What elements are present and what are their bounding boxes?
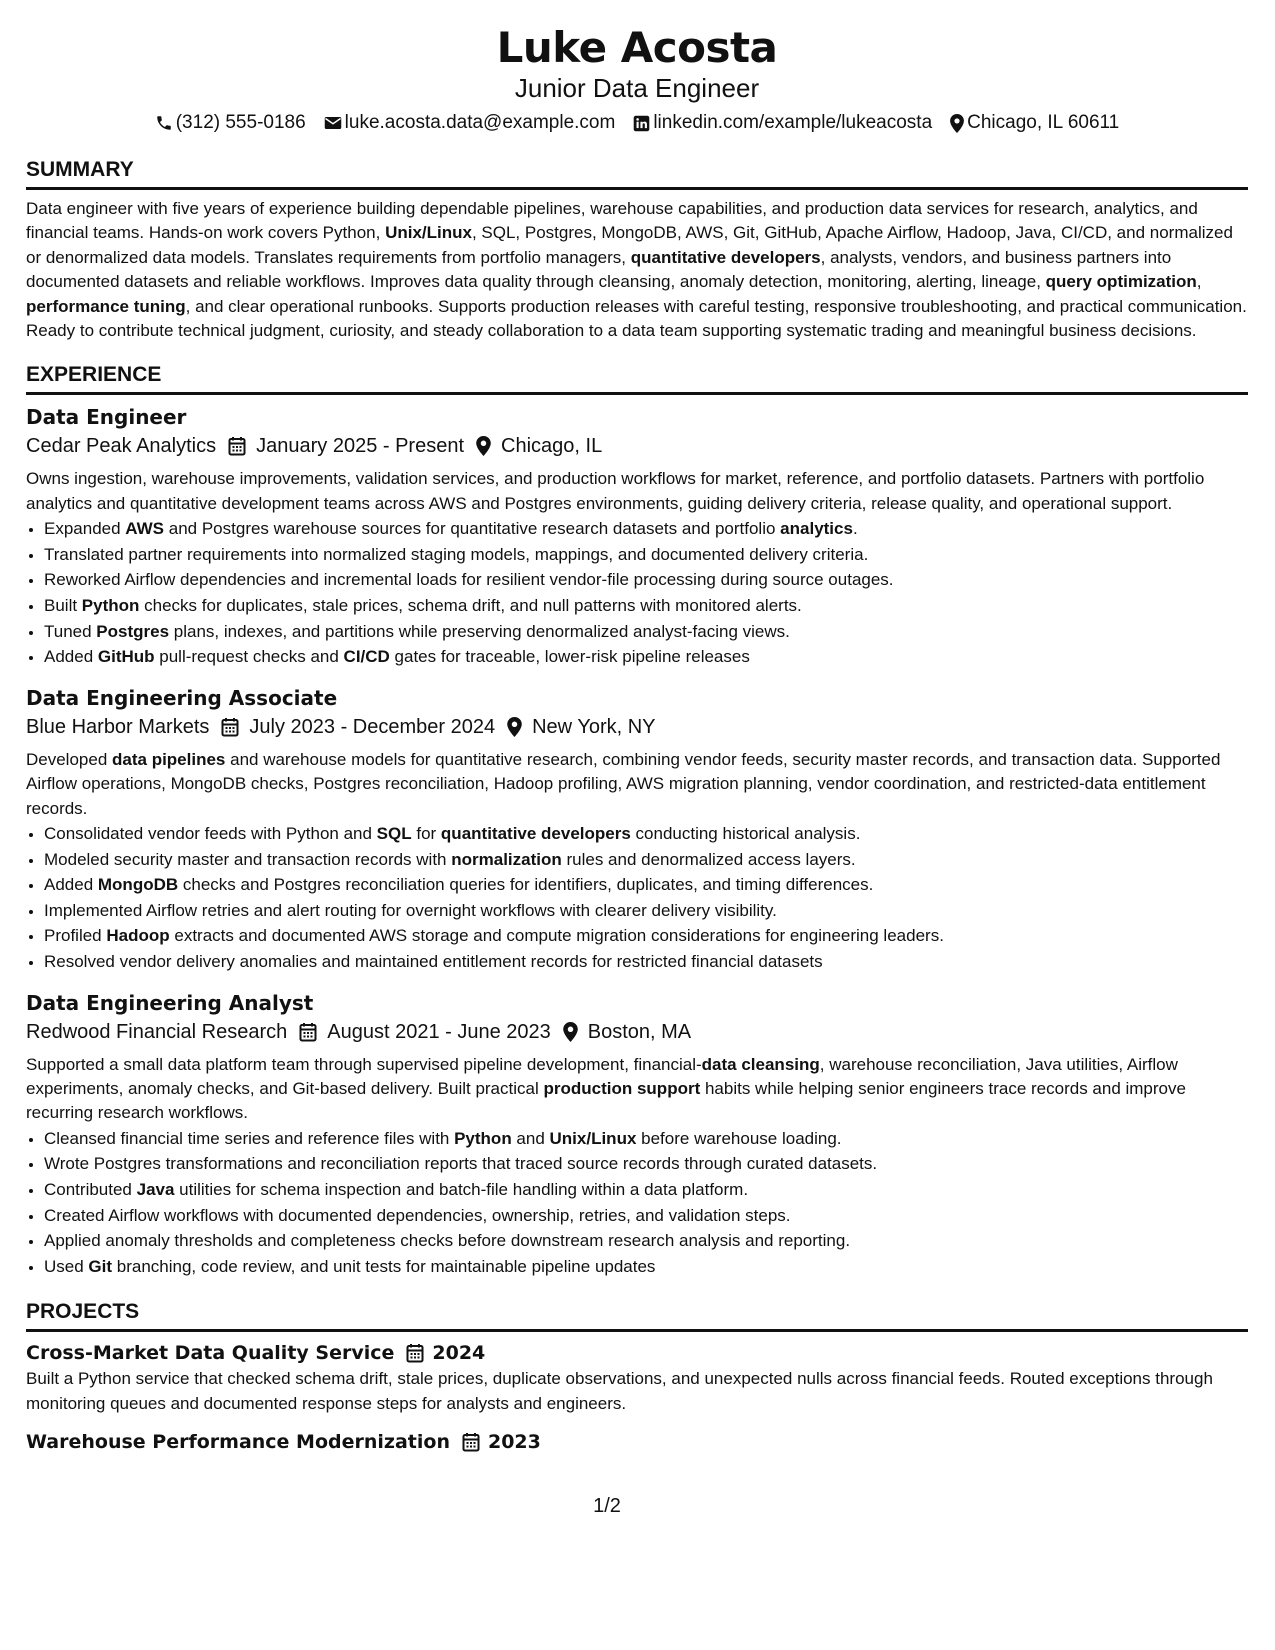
bold-keyword: production support [543,1079,701,1098]
bullet-item [44,923,1248,949]
bullet-item [44,542,1248,568]
text-run: Built [44,596,82,616]
bold-keyword: performance tuning [26,296,186,316]
text-run: Tuned [44,621,97,641]
text-run: Supported a small data platform team through supervised pipeline development, financial- [26,1054,702,1074]
job-meta [26,1017,1248,1047]
text-run: pull-request checks and [154,647,344,667]
text-run: Wrote Postgres transformations and reconciliation reports that traced source records through curated datasets. [44,1154,878,1174]
text-run: plans, indexes, and partitions while preserving denormalized analyst-facing views. [169,621,790,641]
text-run: Consolidated vendor feeds with Python and [44,824,377,844]
map-pin-icon [563,1022,578,1042]
text-run: Contributed [44,1180,137,1199]
job-description [26,748,1248,821]
bullet-item [44,1126,1248,1152]
map-pin-icon [950,114,964,133]
bold-keyword: data cleansing [701,1054,820,1074]
bold-keyword: Python [454,1128,512,1148]
bold-keyword: Unix/Linux [549,1128,637,1148]
text-run: Expanded [44,519,126,539]
company-name: Cedar Peak Analytics [26,435,217,458]
bullet-item [44,847,1248,873]
calendar-icon [228,436,246,456]
bold-keyword: Unix/Linux [385,223,472,243]
text-run: Used [44,1256,89,1276]
linkedin-icon [633,115,650,132]
text-run: conducting historical analysis. [630,824,861,844]
text-run: and [511,1128,550,1148]
job-entry [26,989,1248,1280]
bold-keyword: Python [81,596,140,616]
text-run: and warehouse models for quantitative research, combining vendor feeds, security master records, and transaction data. Supported Airflow operations, MongoDB checks, Postgres reconciliation, Hadoop profiling, AWS migration planning, vendor coordination, and restricted-data entitlement records. [26,749,1221,818]
bold-keyword: normalization [451,849,562,869]
bullet-item [44,593,1248,619]
text-run: , and clear operational runbooks. Supports production releases with careful testing, responsive troubleshooting, and practical communication. Ready to contribute technical judgment, curiosity, and steady collaboration to a data team supporting systematic trading and meaningful business decisions. [26,296,1247,341]
text-run: Developed [26,749,113,769]
map-pin-icon [476,436,491,456]
resume-header [26,22,1248,135]
bullet-item [44,1228,1248,1254]
bold-keyword: CI/CD [343,647,390,667]
text-run: Created Airflow workflows with documented dependencies, ownership, retries, and validation steps. [44,1205,791,1225]
email-text: luke.acosta.data@example.com [344,112,616,133]
bold-keyword: Git [88,1256,113,1276]
phone-text: (312) 555-0186 [175,112,306,133]
text-run: Profiled [44,926,107,946]
bold-keyword: Postgres [96,621,170,641]
candidate-name: Luke Acosta [496,23,778,72]
project-year: 2024 [432,1342,486,1365]
text-run: Cleansed financial time series and reference files with [44,1128,455,1148]
text-run: rules and denormalized access layers. [561,849,856,869]
job-title: Data Engineer [26,405,187,430]
bullet-item [44,898,1248,924]
candidate-title: Junior Data Engineer [514,73,760,103]
job-entry [26,403,1248,669]
text-run: Added [44,875,98,895]
text-run: Implemented Airflow retries and alert routing for overnight workflows with clearer delivery visibility. [44,900,777,920]
company-name: Blue Harbor Markets [26,715,210,738]
resume-page [26,22,1248,1456]
text-run: and Postgres warehouse sources for quantitative research datasets and portfolio [164,519,781,539]
calendar-icon [221,717,239,737]
project-entry [26,1428,1248,1456]
linkedin-text: linkedin.com/example/lukeacosta [653,112,933,133]
calendar-icon [462,1432,480,1452]
section-heading: PROJECTS [26,1299,1248,1332]
text-run: checks and Postgres reconciliation queries for identifiers, duplicates, and timing differences. [178,875,874,895]
job-bullets [26,516,1248,670]
job-title: Data Engineering Associate [26,685,338,710]
location-text: Chicago, IL 60611 [967,112,1120,133]
bullet-item [44,567,1248,593]
text-run: Modeled security master and transaction records with [44,849,452,869]
calendar-icon [299,1022,317,1042]
text-run: Resolved vendor delivery anomalies and maintained entitlement records for restricted financial datasets [44,952,823,971]
text-run: Translated partner requirements into normalized staging models, mappings, and documented delivery criteria. [44,544,869,564]
bullet-item [44,872,1248,898]
bold-keyword: Hadoop [106,926,170,946]
bullet-item [44,949,1248,975]
text-run: for [411,824,441,844]
contact-phone[interactable] [155,111,306,135]
text-run: Applied anomaly thresholds and completeness checks before downstream research analysis and reporting. [44,1231,851,1251]
text-run: , SQL, Postgres, MongoDB, AWS, Git, GitHub, Apache Airflow, Hadoop, Java, CI/CD, and normalized or denormalized data models. Translates requirements from portfolio managers, [26,223,1233,267]
project-entry [26,1339,1248,1416]
project-header [26,1428,1248,1456]
experience-section [26,362,1248,1279]
envelope-icon [324,115,342,131]
project-year: 2023 [487,1431,541,1454]
job-description [26,467,1248,516]
project-title: Warehouse Performance Modernization [26,1431,450,1454]
bullet-item [44,619,1248,645]
text-run: Added [44,647,98,667]
page-number: 1/2 [593,1495,621,1517]
job-dates: August 2021 - June 2023 [327,1020,551,1043]
summary-text [26,197,1248,343]
project-title: Cross-Market Data Quality Service [26,1342,395,1365]
job-description [26,1053,1248,1126]
section-heading: EXPERIENCE [26,362,1248,395]
phone-icon [155,114,173,132]
bullet-item [44,1177,1248,1203]
text-run: Owns ingestion, warehouse improvements, validation services, and production workflows for market, reference, and portfolio datasets. Partners with portfolio analytics and quantitative development teams across AWS and Postgres environments, guiding delivery criteria, release quality, and operational support. [26,469,1205,513]
job-location: New York, NY [532,715,656,738]
map-pin-icon [507,717,522,737]
bullet-item [44,1254,1248,1280]
text-run: , warehouse reconciliation, Java utilities, Airflow experiments, anomaly checks, and Git-based delivery. Built practical [26,1054,1178,1098]
bold-keyword: quantitative developers [440,824,631,844]
projects-section [26,1299,1248,1456]
project-description: Built a Python service that checked schema drift, stale prices, duplicate observations, and unexpected nulls across financial feeds. Routed exceptions through monitoring queues and documented response steps for analysts and engineers. [26,1369,1213,1413]
bold-keyword: data pipelines [112,749,226,769]
bold-keyword: Java [136,1180,175,1199]
text-run: habits while helping senior engineers trace records and improve recurring research workflows. [26,1079,1186,1123]
job-location: Chicago, IL [501,435,603,458]
job-meta [26,712,1248,742]
summary-section [26,157,1248,343]
job-dates: January 2025 - Present [256,435,465,458]
text-run: . [852,519,858,539]
text-run: , [1196,272,1202,292]
bold-keyword: AWS [125,519,165,539]
bold-keyword: GitHub [97,647,155,667]
bold-keyword: SQL [376,824,412,844]
contact-email[interactable] [324,111,616,135]
text-run: , analysts, vendors, and business partners into documented datasets and reliable workflows. Improves data quality through cleansing, anomaly detection, monitoring, alerting, lineage, [26,247,1172,292]
contact-bar [26,111,1248,135]
text-run: before warehouse loading. [636,1128,842,1148]
job-bullets [26,821,1248,975]
text-run: branching, code review, and unit tests for maintainable pipeline updates [112,1256,656,1276]
bold-keyword: analytics [780,519,853,539]
bullet-item [44,1151,1248,1177]
job-bullets [26,1126,1248,1280]
job-dates: July 2023 - December 2024 [249,715,496,738]
bold-keyword: MongoDB [97,875,179,895]
bullet-item [44,821,1248,847]
text-run: extracts and documented AWS storage and compute migration considerations for engineering leaders. [169,926,944,946]
bold-keyword: query optimization [1045,272,1197,292]
text-run: utilities for schema inspection and batch-file handling within a data platform. [174,1180,749,1199]
text-run: checks for duplicates, stale prices, schema drift, and null patterns with monitored alerts. [139,596,802,616]
bold-keyword: quantitative developers [630,247,821,267]
job-entry [26,684,1248,975]
contact-linkedin[interactable] [633,111,932,135]
calendar-icon [406,1343,424,1363]
company-name: Redwood Financial Research [26,1020,288,1043]
job-meta [26,431,1248,461]
job-title: Data Engineering Analyst [26,990,314,1015]
section-heading: SUMMARY [26,157,1248,190]
text-run: Reworked Airflow dependencies and incremental loads for resilient vendor-file processing during source outages. [44,570,894,590]
text-run: gates for traceable, lower-risk pipeline releases [389,647,750,667]
project-header [26,1339,1248,1367]
bullet-item [44,516,1248,542]
job-location: Boston, MA [587,1020,692,1043]
bullet-item [44,644,1248,670]
bullet-item [44,1203,1248,1229]
contact-location [950,111,1119,135]
text-run: Data engineer with five years of experience building dependable pipelines, warehouse capabilities, and production data services for research, analytics, and financial teams. Hands-on work covers Python, [26,199,1198,243]
